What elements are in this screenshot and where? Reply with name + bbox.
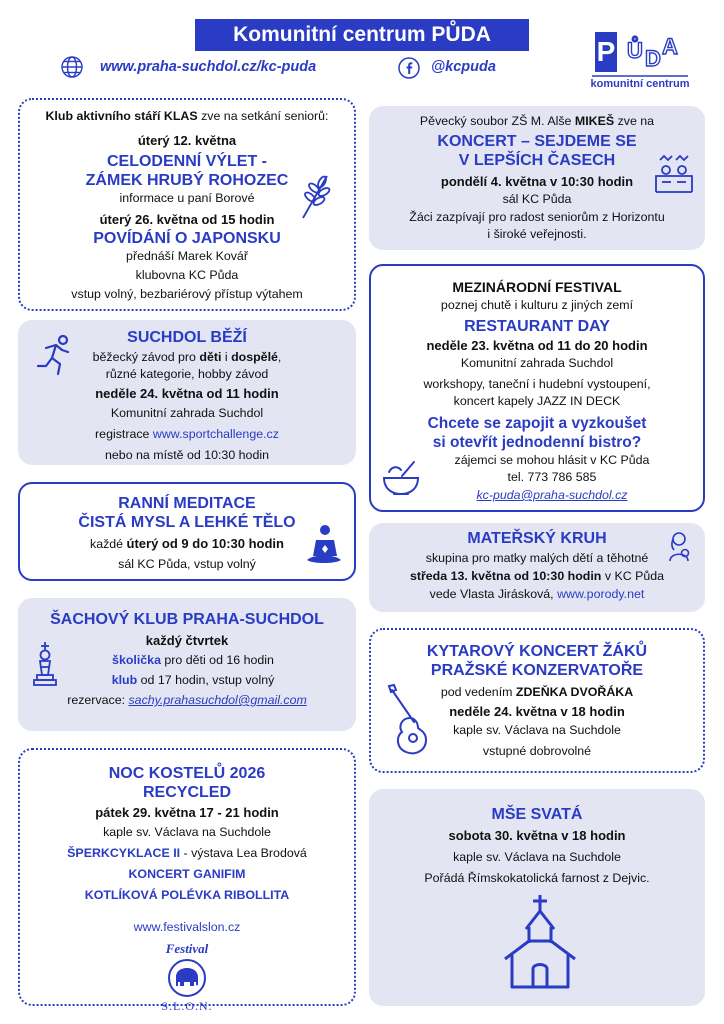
festival-logo-top: Festival [165,941,209,956]
churches-place: kaple sv. Václava na Suchdole [103,825,271,839]
churches-date: pátek 29. května 17 - 21 hodin [95,805,279,820]
festival-contact: zájemci se mohou hlásit v KC Půda [454,453,650,467]
festival-email-link[interactable]: kc-puda@praha-suchdol.cz [476,488,628,502]
mass-title: MŠE SVATÁ [491,806,583,823]
mikes-title-a: KONCERT – SEJDEME SE [437,133,637,150]
festivalslon-link[interactable]: www.festivalslon.cz [133,920,241,934]
puda-logo [590,26,690,98]
klas-title-1a: CELODENNÍ VÝLET - [106,153,267,170]
runner-icon [36,334,76,381]
festival-date: neděle 23. května od 11 do 20 hodin [426,338,648,353]
run-card: SUCHDOL BĚŽÍ běžecký závod pro děti i dospělé, různé kategorie, hobby závod neděle 24. května od 11 hodin Komunitní zahrada Suchdol registrace www.sportchallenge.cz nebo na místě od 10:30 hodin [18,320,356,465]
mikes-desc-a: Žáci zazpívají pro radost seniorům z Horizontu [409,210,665,224]
run-onsite: nebo na místě od 10:30 hodin [105,448,269,462]
sportchallenge-link[interactable]: www.sportchallenge.cz [152,427,279,441]
klas-info: informace u paní Borové [119,191,255,205]
mothers-date: středa 13. května od 10:30 hodin [409,569,602,583]
festival-prog-b: koncert kapely JAZZ IN DECK [453,394,621,408]
mothers-desc: skupina pro matky malých dětí a těhotné [425,551,649,565]
facebook-icon[interactable] [398,57,420,84]
festival-place: Komunitní zahrada Suchdol [460,356,614,370]
festival-title: MEZINÁRODNÍ FESTIVAL [452,279,622,295]
chess-title: ŠACHOVÝ KLUB PRAHA-SUCHDOL [50,611,324,628]
klas-intro: Klub aktivního stáří KLAS [45,109,198,123]
mikes-place: sál KC Půda [502,192,572,206]
churches-item-3: KOTLÍKOVÁ POLÉVKA RIBOLLITA [84,888,290,902]
klas-place: klubovna KC Půda [135,268,239,282]
facebook-handle[interactable]: @kcpuda [431,59,496,75]
meditation-title-a: RANNÍ MEDITACE [118,495,256,512]
logo-caption: komunitní centrum [590,78,690,90]
globe-icon [60,55,84,84]
church-icon [502,893,578,996]
mother-child-icon [666,530,696,567]
meditation-place: sál KC Půda, vstup volný [118,557,256,571]
mass-date: sobota 30. května v 18 hodin [448,828,626,843]
klas-lecturer: přednáší Marek Kovář [126,249,248,263]
guitar-icon [384,684,434,761]
meditation-date: úterý od 9 do 10:30 hodin [126,536,284,551]
mass-organizer: Pořádá Římskokatolická farnost z Dejvic. [424,871,650,885]
mikes-desc-b: i široké veřejnosti. [487,227,587,241]
churches-card: NOC KOSTELŮ 2026 RECYCLED pátek 29. května 17 - 21 hodin kaple sv. Václava na Suchdole ŠPERKCYKLACE II - výstava Lea Brodová KONCERT GANIFIM KOTLÍKOVÁ POLÉVKA RIBOLLITA www.festivalslon.cz Festival S.L.O.N. [18,748,356,1006]
chess-card: ŠACHOVÝ KLUB PRAHA-SUCHDOL každý čtvrtek školička pro děti od 16 hodin klub od 17 hodin, vstup volný rezervace: sachy.prahasuchdol@gmail.com [18,598,356,731]
meditation-title-b: ČISTÁ MYSL A LEHKÉ TĚLO [78,514,296,531]
porody-link[interactable]: www.porody.net [557,587,645,601]
mikes-choir: MIKEŠ [574,114,615,128]
meditation-icon [303,522,345,571]
klas-title-1b: ZÁMEK HRUBÝ ROHOZEC [85,172,289,189]
guitar-date: neděle 24. května v 18 hodin [449,704,625,719]
svg-text:Ů: Ů [627,38,643,63]
festival-question-a: Chcete se zapojit a vyzkoušet [427,415,647,432]
churches-item-2: KONCERT GANIFIM [128,867,246,881]
festival-logo-bottom: S.L.O.N. [161,999,213,1013]
elephant-logo [167,958,207,998]
mikes-title-b: V LEPŠÍCH ČASECH [458,152,616,169]
festival-prog-a: workshopy, taneční i hudební vystoupení, [423,377,651,391]
chess-when: každý čtvrtek [145,633,229,648]
svg-text:P: P [596,36,616,67]
guitar-card: KYTAROVÝ KONCERT ŽÁKŮ PRAŽSKÉ KONZERVATOŘE pod vedením ZDEŇKA DVOŘÁKA neděle 24. května v 18 hodin kaple sv. Václava na Suchdole vstupné dobrovolné [369,628,705,773]
run-title: SUCHDOL BĚŽÍ [127,329,247,346]
festival-question-b: si otevřít jednodenní bistro? [432,434,642,451]
mothers-title: MATEŘSKÝ KRUH [467,530,607,547]
klas-date-1: úterý 12. května [137,133,237,148]
header-title: Komunitní centrum PŮDA [233,23,491,46]
mikes-date: pondělí 4. května v 10:30 hodin [440,174,634,189]
mikes-card: Pěvecký soubor ZŠ M. Alše MIKEŠ zve na KONCERT – SEJDEME SE V LEPŠÍCH ČASECH pondělí 4. května v 10:30 hodin sál KC Půda Žáci zazpívají pro radost seniorům z Horizontu i široké veřejnosti. [369,106,705,250]
guitar-title-b: PRAŽSKÉ KONZERVATOŘE [430,662,644,679]
chess-email-link[interactable]: sachy.prahasuchdol@gmail.com [128,693,307,707]
churches-title-b: RECYCLED [142,784,231,801]
klas-access: vstup volný, bezbariérový přístup výtahem [71,287,303,301]
bowl-icon [380,458,422,503]
churches-item-1: ŠPERKCYKLACE II [67,846,181,860]
klas-title-2: POVÍDÁNÍ O JAPONSKU [93,230,281,247]
guitar-teacher: ZDEŇKA DVOŘÁKA [515,685,634,699]
festival-sub: poznej chutě i kulturu z jiných zemí [440,298,634,312]
run-place: Komunitní zahrada Suchdol [110,406,264,420]
svg-text:A: A [662,34,678,59]
festival-name: RESTAURANT DAY [464,318,610,335]
chess-king-icon [32,641,58,692]
run-categories: různé kategorie, hobby závod [105,367,269,381]
wheat-icon [297,170,337,227]
guitar-place: kaple sv. Václava na Suchdole [453,723,621,737]
klas-card: Klub aktivního stáří KLAS zve na setkání seniorů: úterý 12. května CELODENNÍ VÝLET - ZÁMEK HRUBÝ ROHOZEC informace u paní Borové úterý 26. května od 15 hodin POVÍDÁNÍ O JAPONSKU přednáší Marek Kovář klubovna KC Půda vstup volný, bezbariérový přístup výtahem [18,98,356,311]
mass-place: kaple sv. Václava na Suchdole [453,850,621,864]
klas-date-2: úterý 26. května od 15 hodin [99,212,275,227]
website-link[interactable]: www.praha-suchdol.cz/kc-puda [100,59,317,75]
mothers-card: MATEŘSKÝ KRUH skupina pro matky malých dětí a těhotné středa 13. května od 10:30 hodin v KC Půda vede Vlasta Jirásková, www.porody.net [369,523,705,612]
meditation-card: RANNÍ MEDITACE ČISTÁ MYSL A LEHKÉ TĚLO každé úterý od 9 do 10:30 hodin sál KC Půda, vstup volný [18,482,356,581]
festival-tel: tel. 773 786 585 [507,470,597,484]
guitar-entry: vstupné dobrovolné [482,744,592,758]
choir-singing-icon [651,152,697,203]
guitar-title-a: KYTAROVÝ KONCERT ŽÁKŮ [426,643,648,660]
svg-text:D: D [645,46,661,71]
churches-title-a: NOC KOSTELŮ 2026 [108,765,266,782]
run-date: neděle 24. května od 11 hodin [95,386,279,401]
